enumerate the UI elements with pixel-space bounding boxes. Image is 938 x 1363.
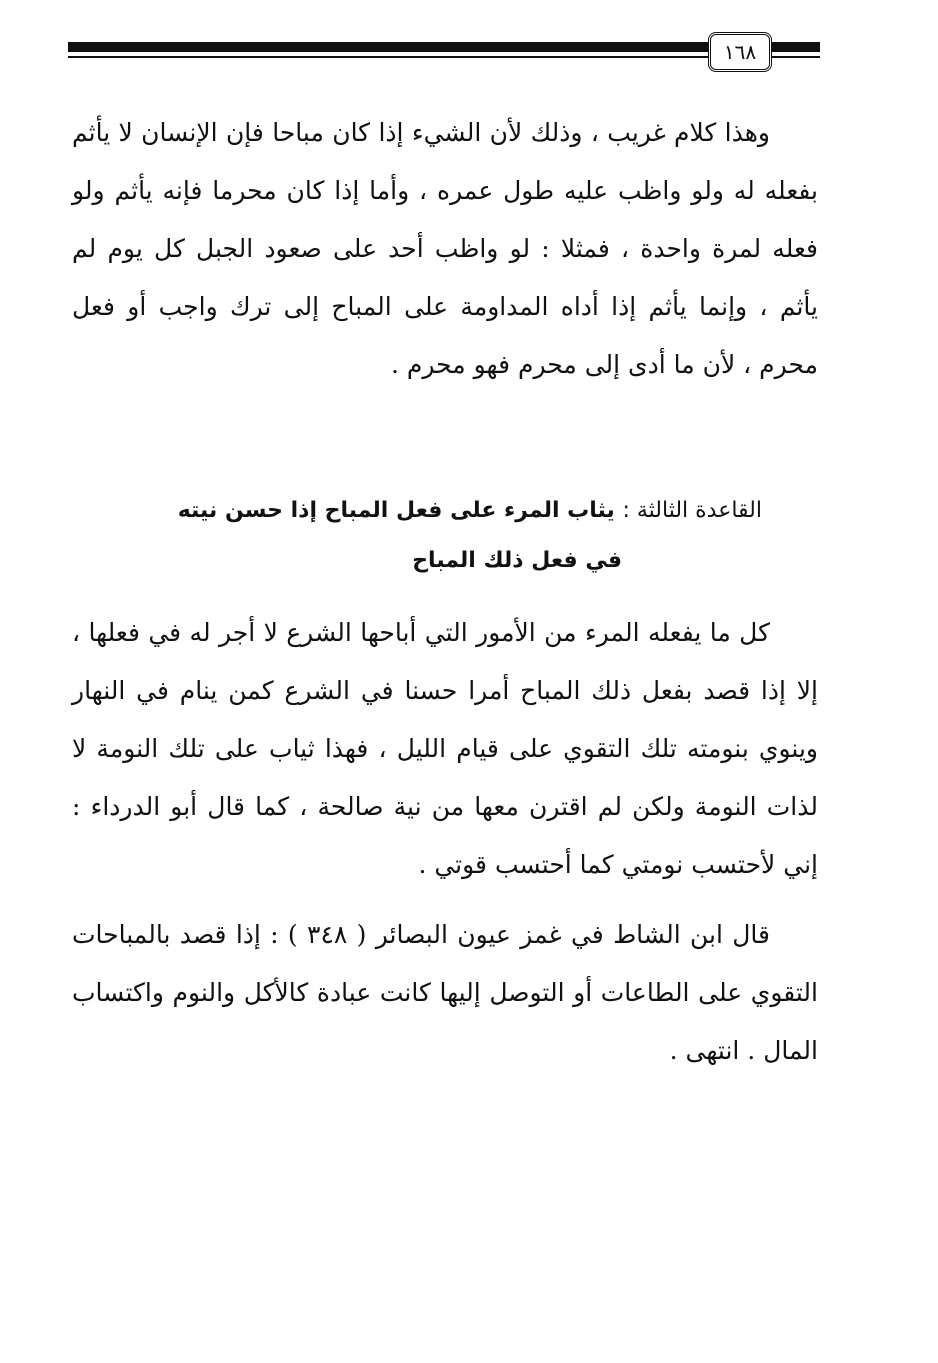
header-rule-thin-right: [772, 56, 820, 58]
paragraph-1: [72, 104, 818, 394]
paragraph-3-text: قال ابن الشاط في غمز عيون البصائر ( ٣٤٨ ) : إذا قصد بالمباحات التقوي على الطاعات أو التوصل إليها كانت عبادة كالأكل والنوم واكتساب المال . انتهى .: [72, 920, 818, 1065]
rule-heading: [72, 486, 762, 586]
rule-heading-title-line1: يثاب المرء على فعل المباح إذا حسن نيته: [177, 498, 615, 523]
header-rule-thick-right: [772, 42, 820, 52]
paragraph-3: [72, 906, 818, 1080]
paragraph-2-text: كل ما يفعله المرء من الأمور التي أباحها الشرع لا أجر له في فعلها ، إلا إذا قصد بفعل ذلك المباح أمرا حسنا في الشرع كمن ينام في النهار وينوي بنومته تلك التقوي على قيام الليل ، فهذا ثياب على تلك النومة لا لذات النومة ولكن لم اقترن معها من نية صالحة ، كما قال أبو الدرداء : إني لأحتسب نومتي كما أحتسب قوتي .: [72, 618, 818, 879]
paragraph-1-text: وهذا كلام غريب ، وذلك لأن الشيء إذا كان مباحا فإن الإنسان لا يأثم بفعله له ولو واظب عليه طول عمره ، وأما إذا كان محرما فإنه يأثم ولو فعله لمرة واحدة ، فمثلا : لو واظب أحد على صعود الجبل كل يوم لم يأثم ، وإنما يأثم إذا أداه المداومة على المباح إلى ترك واجب أو فعل محرم ، لأن ما أدى إلى محرم فهو محرم .: [72, 118, 818, 379]
rule-heading-label: القاعدة الثالثة :: [622, 498, 762, 523]
paragraph-2: [72, 604, 818, 894]
header-rule-thick: [68, 42, 708, 52]
page-number: ١٦٨: [708, 32, 772, 72]
page-header: [68, 26, 820, 82]
header-rule-thin: [68, 56, 708, 58]
rule-heading-title-line2: في فعل ذلك المباح: [412, 548, 622, 573]
